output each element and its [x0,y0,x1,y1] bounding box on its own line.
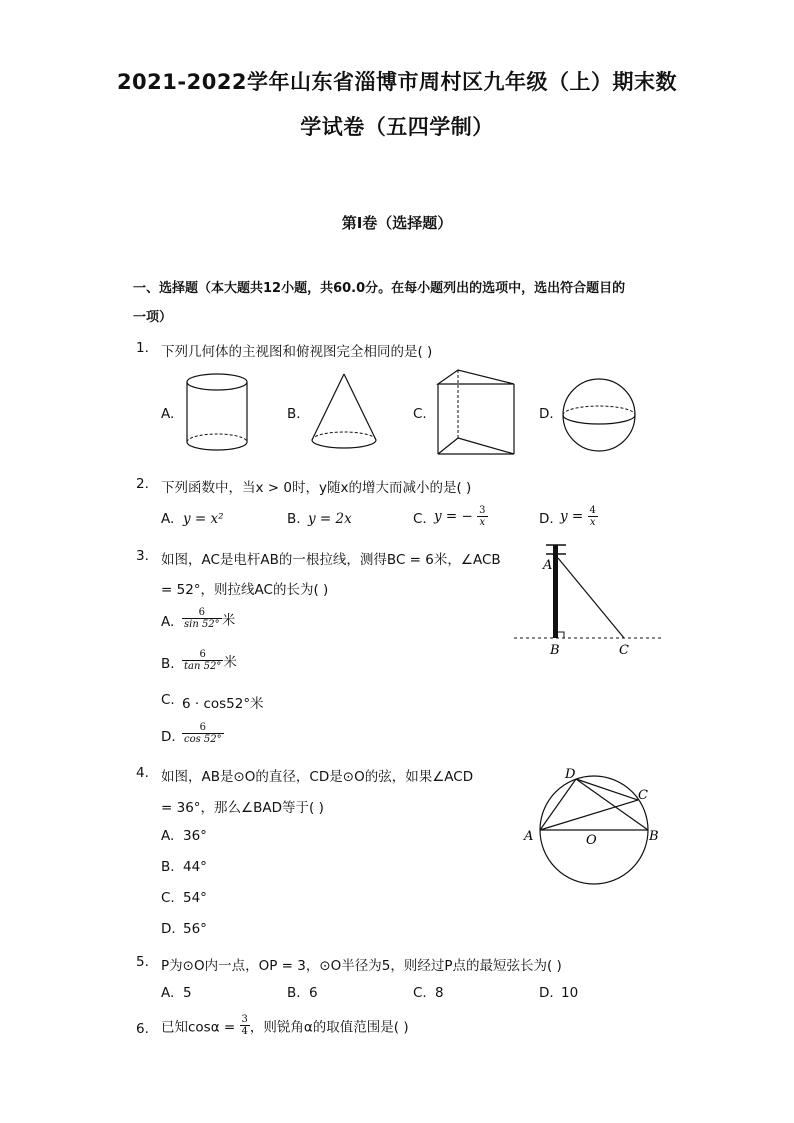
q2-option-d-label: D. [539,511,554,527]
q4-circle-figure [518,760,668,890]
q2-option-d-fraction [588,505,598,528]
chord-ac [540,800,638,830]
q5-option-c-label: C. [413,985,427,1001]
q3-stem-line1: 如图，AC是电杆AB的一根拉线，测得BC = 6米，∠ACB [161,552,501,568]
q4-option-a-label: A. [161,828,175,844]
q2-number: 2. [136,476,149,492]
q3-stem-line2: = 52°，则拉线AC的长为( ) [161,582,329,598]
q5-option-d-label: D. [539,985,554,1001]
pole [553,545,558,638]
q3-pole-figure [510,540,670,660]
q3-option-b-denominator: tan 52° [184,661,222,672]
label-d: D [565,767,576,782]
cone-icon [308,370,380,456]
triangular-prism-icon [434,366,518,458]
q2-option-b: y = 2x [308,511,352,527]
q4-option-d: 56° [183,921,207,937]
q1-number: 1. [136,340,149,356]
q3-option-a [182,607,235,630]
cylinder-icon [182,370,252,456]
q6-fraction [240,1014,250,1037]
q1-option-c-label: C. [413,406,427,422]
q6-fraction-denominator: 4 [241,1026,248,1037]
q3-option-c-label: C. [161,692,175,708]
q2-option-a-label: A. [161,511,175,527]
q2-option-d-denominator: x [589,517,596,528]
q3-option-a-numerator: 6 [182,607,222,619]
section-header-line1: 一、选择题（本大题共12小题，共60.0分。在每小题列出的选项中，选出符合题目的 [133,281,626,296]
q5-option-b-label: B. [287,985,301,1001]
q6-number: 6. [136,1021,149,1037]
q4-option-d-label: D. [161,921,176,937]
q3-option-c: 6 · cos52°米 [182,696,264,712]
q3-option-b [182,649,237,672]
q3-option-d [182,722,224,745]
q2-option-c [434,505,488,528]
q3-option-d-denominator: cos 52° [184,734,222,745]
q2-option-c-numerator: 3 [479,505,486,516]
q3-option-a-fraction [182,607,222,630]
q6-stem [161,1014,409,1037]
q2-option-c-prefix: y = − [434,508,473,525]
exam-title-line2: 学试卷（五四学制） [300,115,494,139]
q3-option-a-unit: 米 [221,612,236,629]
q2-option-d-prefix: y = [560,508,584,525]
label-a: A [524,829,534,844]
q3-option-d-numerator: 6 [182,722,224,734]
q3-number: 3. [136,548,149,564]
q2-option-c-label: C. [413,511,427,527]
q2-option-d-numerator: 4 [589,505,596,516]
q3-option-b-numerator: 6 [182,649,223,661]
q2-option-c-denominator: x [479,517,486,528]
q1-option-b-label: B. [287,406,301,422]
q1-option-d-label: D. [539,406,554,422]
q2-option-b-label: B. [287,511,301,527]
label-a: A [543,558,553,573]
q2-stem: 下列函数中，当x > 0时，y随x的增大而减小的是( ) [161,480,472,496]
label-b: B [649,829,659,844]
q2-option-d [560,505,598,528]
q3-option-d-fraction [182,722,224,745]
label-b: B [550,643,560,658]
volume-heading: 第Ⅰ卷（选择题） [341,214,453,232]
chord-db [576,779,648,830]
section-header-line2: 一项） [133,310,173,325]
chord-dc [576,779,638,800]
q2-option-c-fraction [477,505,487,528]
q4-stem-line2: = 36°，那么∠BAD等于( ) [161,800,324,816]
q5-option-c: 8 [435,985,444,1001]
q5-number: 5. [136,954,149,970]
q5-option-a-label: A. [161,985,175,1001]
q5-option-b: 6 [309,985,318,1001]
q6-fraction-numerator: 3 [241,1014,248,1025]
q3-option-b-unit: 米 [223,654,237,671]
q5-option-a: 5 [183,985,192,1001]
q4-option-a: 36° [183,828,207,844]
q1-stem: 下列几何体的主视图和俯视图完全相同的是( ) [161,344,433,360]
q3-option-b-label: B. [161,656,175,672]
guy-wire-ac [558,558,624,638]
label-c: C [638,788,648,803]
chord-ad [540,779,576,830]
right-angle-mark [558,632,564,638]
exam-title-line1: 2021-2022学年山东省淄博市周村区九年级（上）期末数 [116,70,678,94]
q3-option-a-label: A. [161,614,175,630]
label-o: O [586,833,597,848]
q1-option-a-label: A. [161,406,175,422]
q4-option-c-label: C. [161,890,175,906]
q4-option-c: 54° [183,890,207,906]
q4-option-b-label: B. [161,859,175,875]
q4-option-b: 44° [183,859,207,875]
q6-stem-suffix: ，则锐角α的取值范围是( ) [249,1019,409,1036]
q3-option-d-label: D. [161,729,176,745]
q4-number: 4. [136,765,149,781]
sphere-icon [560,376,638,454]
q6-stem-prefix: 已知cosα = [161,1019,236,1036]
q4-stem-line1: 如图，AB是⊙O的直径，CD是⊙O的弦，如果∠ACD [161,769,474,785]
q3-option-b-fraction [182,649,223,672]
q3-option-a-denominator: sin 52° [184,619,220,630]
q2-option-a: y = x² [183,511,224,527]
q5-stem: P为⊙O内一点，OP = 3，⊙O半径为5，则经过P点的最短弦长为( ) [161,958,562,974]
label-c: C [619,643,629,658]
q5-option-d: 10 [561,985,579,1001]
